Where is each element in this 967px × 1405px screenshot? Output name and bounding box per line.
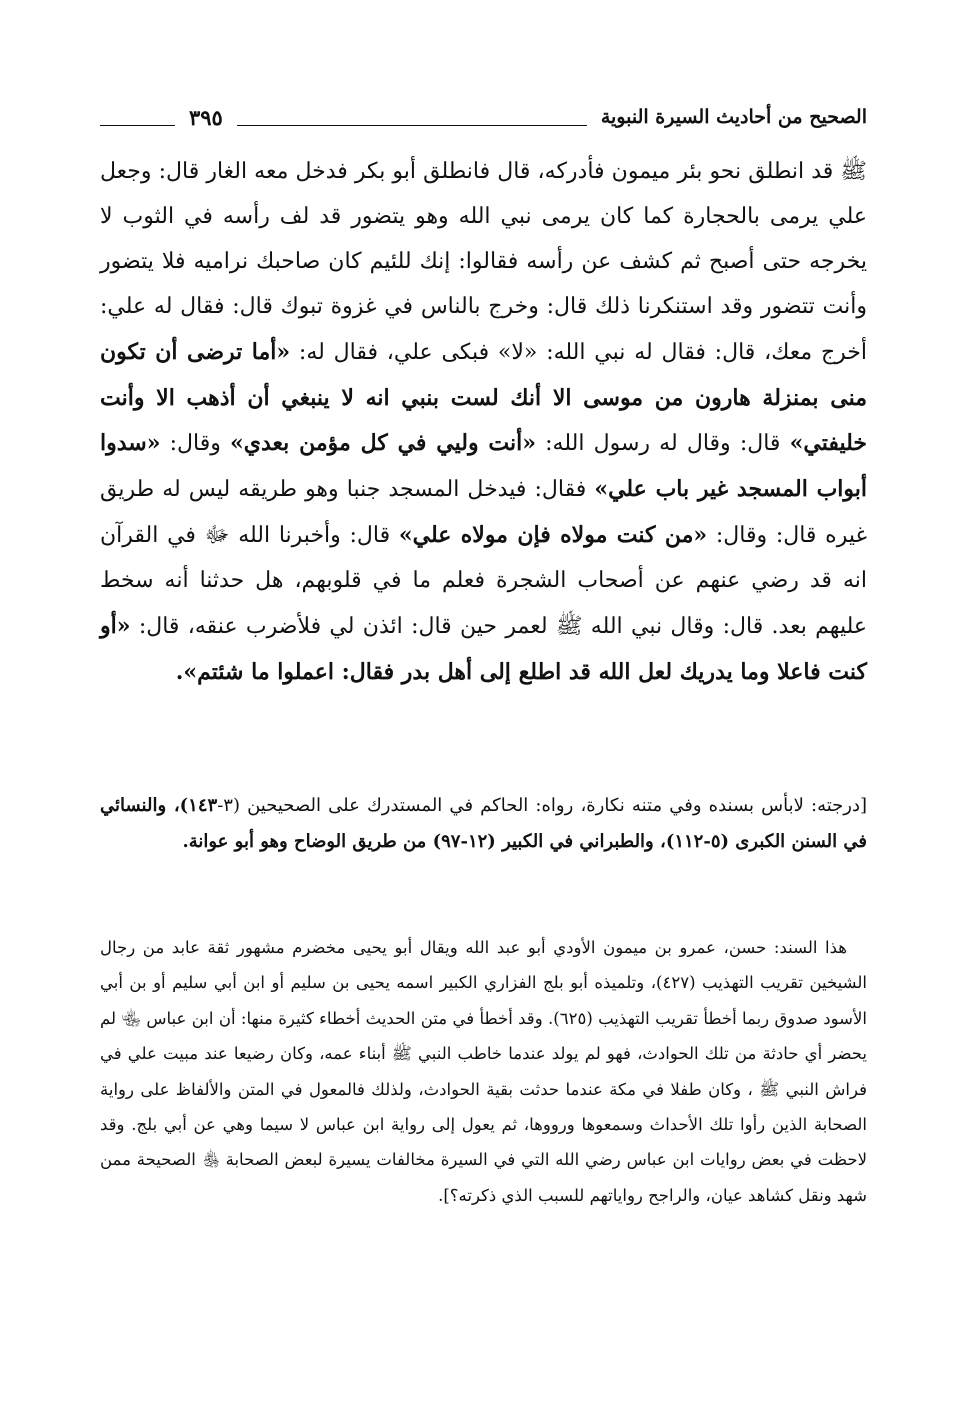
grading-paragraph (100, 788, 867, 859)
quote-4: «من كنت مولاه فإن مولاه علي» (398, 522, 708, 549)
quote-1: «أما ترضى أن تكون منى بمنزلة هارون من موسى الا أنك لست بنبي انه لا ينبغي أن أذهب الا وأنت خليفتي» (100, 338, 867, 457)
page-number: ٣٩٥ (189, 104, 223, 130)
grading-sources: ١٤٣)، والنسائي في السنن الكبرى (٥-١١٢)، والطبراني في الكبير (١٢-٩٧) من طريق الوضاح وهو أبو عوانة. (100, 795, 867, 852)
quote-2: «أنت وليي في كل مؤمن بعدي» (230, 430, 536, 457)
header-rule (237, 125, 587, 126)
header-rule-short (100, 125, 175, 126)
chain-commentary (100, 930, 867, 1213)
paragraph-start: ﷺ قد انطلق نحو بئر ميمون فأدركه، قال فانطلق أبو بكر فدخل معه الغار قال: وجعل علي يرمى بالحجارة كما كان يرمى نبي الله وهو يتضور قد لف رأسه في الثوب لا يخرجه حتى أصبح ثم كشف عن رأسه فقالوا: إنك للئيم كان صاحبك نراميه فلا يتضور وأنت تتضور وقد استنكرنا ذلك قال: وخرج بالناس في غزوة تبوك قال: فقال له علي: أخرج معك، قال: فقال له نبي الله: «لا» فبكى علي، فقال له: (100, 159, 867, 365)
main-paragraph (100, 150, 867, 696)
commentary-paragraph: هذا السند: حسن، عمرو بن ميمون الأودي أبو عبد الله ويقال أبو يحيى مخضرم مشهور ثقة عابد من رجال الشيخين تقريب التهذيب (٤٢٧)، وتلميذه أبو بلج الفزاري الكبير اسمه يحيى بن سليم أو ابن أبي سليم أو بن أبي الأسود صدوق ربما أخطأ تقريب التهذيب (٦٢٥). وقد أخطأ في متن الحديث أخطاء كثيرة منها: أن ابن عباس ﵄ لم يحضر أي حادثة من تلك الحوادث، فهو لم يولد عندما خاطب النبي ﷺ أبناء عمه، وكان رضيعا عند مبيت علي في فراش النبي ﷺ ، وكان طفلا في مكة عندما حدثت بقية الحوادث، ولذلك فالمعول في المتن والألفاظ على رواية الصحابة الذين رأوا تلك الأحداث وسمعوها ورووها، ثم يعول إلى رواية ابن عباس لا سيما وهي عن أبي بلج. وقد لاحظت في بعض روايات ابن عباس رضي الله التي في السيرة مخالفات يسيرة لبعض الصحابة ﵃ الصحيحة ممن شهد ونقل كشاهد عيان، والراجح رواياتهم للسبب الذي ذكرته؟]. (100, 938, 867, 1205)
running-title: الصحيح من أحاديث السيرة النبوية (600, 106, 867, 128)
page-header (100, 100, 867, 134)
ending-punctuation: . (175, 658, 184, 685)
hadith-grading (100, 788, 867, 859)
connector-3: فقال: فيدخل المسجد جنبا وهو طريقه ليس له طريق غيره قال: وقال: (100, 477, 867, 549)
quote-5: «أو كنت فاعلا وما يدريك لعل الله قد اطلع إلى أهل بدر فقال: اعملوا ما شئتم» (100, 613, 867, 685)
connector-1: قال: وقال له رسول الله: (535, 431, 790, 457)
connector-2: وقال: (160, 431, 231, 457)
connector-4: قال: وأخبرنا الله ﷻ في القرآن انه قد رضي عنهم عن أصحاب الشجرة فعلم ما في قلوبهم، هل حدثنا أنه سخط عليهم بعد. قال: وقال نبي الله ﷺ لعمر حين قال: ائذن لي فلأضرب عنقه، قال: (100, 523, 867, 640)
main-text (100, 150, 867, 696)
quote-3: «سدوا أبواب المسجد غير باب علي» (100, 430, 867, 503)
grading-intro: [درجته: لابأس بسنده وفي متنه نكارة، رواه: الحاكم في المستدرك على الصحيحين (٣- (217, 795, 868, 816)
